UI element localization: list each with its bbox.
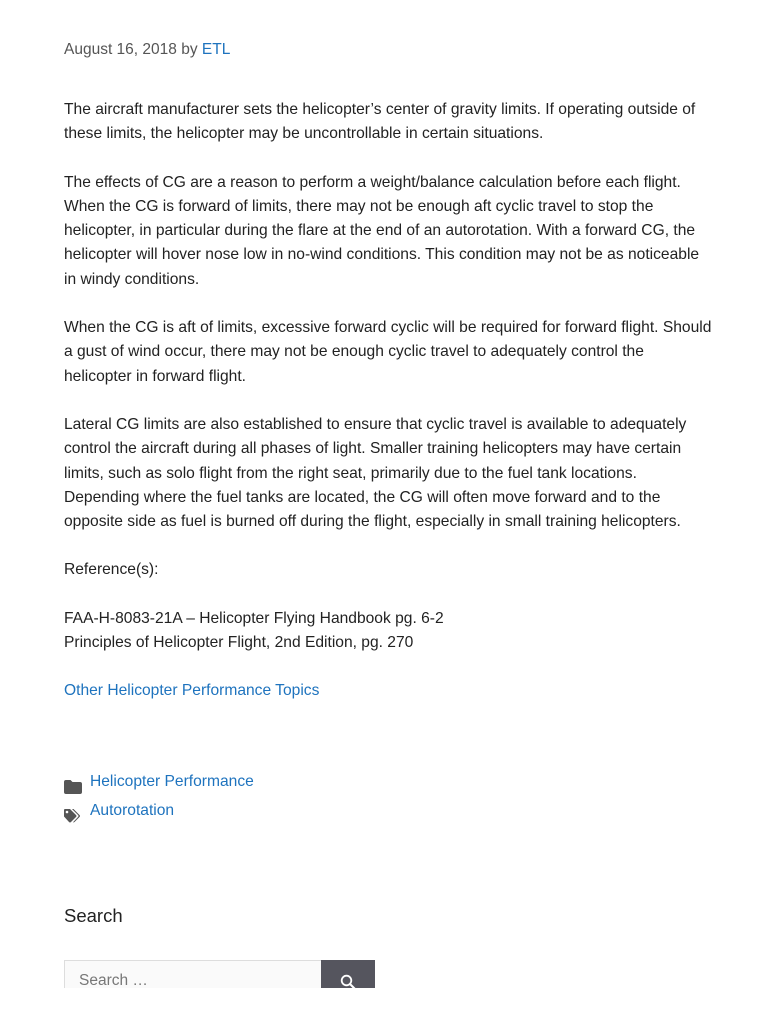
paragraph: The effects of CG are a reason to perform a weight/balance calculation before each flight. When the CG is forward of limits, there may not be enough aft cyclic travel to stop the helicopter, in particular during the flare at the end of an autorotation. With a forward CG, the helicopter will hover nose low in no-wind conditions. This condition may not be as noticeable in windy conditions. <box>64 173 700 288</box>
paragraph: Lateral CG limits are also established to ensure that cyclic travel is available to adequately control the aircraft during all phases of light. Smaller training helicopters may have certain limits, such as solo flight from the right seat, primarily due to the fuel tank locations. Depending where the fuel tanks are located, the CG will often move forward and to the opposite side as fuel is burned off during the flight, especially in small training helicopters. <box>64 415 687 531</box>
post-date: August 16, 2018 <box>64 41 177 58</box>
author-link[interactable]: ETL <box>201 41 231 58</box>
other-topics-link[interactable]: Other Helicopter Performance Topics <box>64 682 320 700</box>
post-content <box>64 98 712 728</box>
post-meta <box>64 40 230 60</box>
paragraph: The aircraft manufacturer sets the helicopter’s center of gravity limits. If operating outside of these limits, the helicopter may be uncontrollable in certain situations. <box>64 101 696 143</box>
references-label: Reference(s): <box>64 561 159 579</box>
category-row <box>64 767 254 796</box>
tag-link[interactable]: Autorotation <box>90 802 175 819</box>
category-link[interactable]: Helicopter Performance <box>90 773 254 790</box>
topics-link-paragraph <box>64 679 712 703</box>
reference-item: Principles of Helicopter Flight, 2nd Edition, pg. 270 <box>64 634 414 652</box>
tag-row <box>64 796 254 825</box>
post-taxonomy <box>64 767 254 825</box>
reference-item: FAA-H-8083-21A – Helicopter Flying Handbook pg. 6-2 <box>64 609 444 627</box>
viewport-bottom-edge <box>0 988 768 1024</box>
folder-icon <box>64 775 82 789</box>
tags-icon <box>64 804 82 818</box>
byline-label: by <box>181 41 198 58</box>
search-widget-title: Search <box>64 905 123 926</box>
references-list <box>64 607 712 656</box>
paragraph: When the CG is aft of limits, excessive forward cyclic will be required for forward flight. Should a gust of wind occur, there may not be enough cyclic travel to adequately control the helicopter in forward flight. <box>64 319 712 385</box>
